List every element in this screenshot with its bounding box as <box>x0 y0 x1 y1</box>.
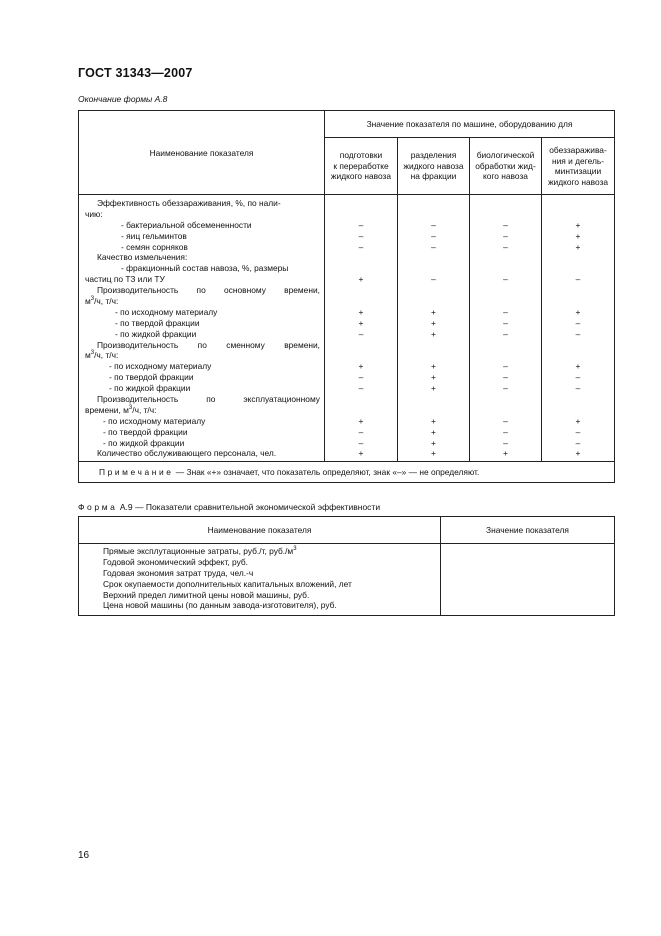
indicator-value: + <box>503 448 508 459</box>
header-column-line: жидкого навоза <box>330 171 392 182</box>
header-column-line: минтизации <box>554 166 602 176</box>
indicator-label-tail: /ч, т/ч: <box>94 350 119 361</box>
indicator-value: + <box>575 448 581 459</box>
table1-caption: Окончание формы А.8 <box>78 94 168 104</box>
indicator-row-label <box>79 198 324 209</box>
indicator-label-text: м <box>85 296 91 307</box>
header-column-1 <box>398 138 470 195</box>
indicator-label-text: частиц по ТЗ или ТУ <box>85 274 165 285</box>
indicator-value: – <box>503 361 508 372</box>
indicator-value: + <box>431 306 436 317</box>
indicator-value: – <box>431 219 436 230</box>
indicator-value <box>542 350 614 361</box>
indicator-label-text: времени, м <box>85 404 129 415</box>
indicator-value: + <box>431 383 436 394</box>
t2-label-text: Цена новой машины (по данным завода-изготовителя), руб. <box>103 600 337 611</box>
indicator-row-label <box>79 274 324 285</box>
header-column-line: биологической <box>476 150 535 161</box>
indicator-value: – <box>503 230 508 241</box>
indicator-value: + <box>358 274 364 285</box>
t2-row-value <box>441 579 614 590</box>
t2-label-text: Срок окупаемости дополнительных капитальных вложений, лет <box>103 578 352 589</box>
indicator-value <box>470 198 541 209</box>
indicator-value <box>398 350 469 361</box>
indicator-value <box>470 252 541 263</box>
indicator-value: + <box>431 328 436 339</box>
t2-label-text: Верхний предел лимитной цены новой машины, руб. <box>103 589 310 600</box>
indicator-row-label <box>79 307 324 318</box>
superscript: 3 <box>90 296 95 303</box>
table-note <box>79 462 615 483</box>
indicator-value <box>470 340 541 351</box>
indicator-value <box>470 405 541 416</box>
indicator-value: – <box>503 383 508 394</box>
indicator-value <box>398 198 469 209</box>
indicator-label-text: - яиц гельминтов <box>121 230 187 241</box>
indicator-value <box>325 350 397 361</box>
indicator-row-label <box>79 350 324 361</box>
indicator-value: + <box>575 230 581 241</box>
superscript: 3 <box>128 405 133 412</box>
indicator-value <box>470 263 541 274</box>
indicator-value <box>470 394 541 405</box>
indicator-row-label <box>79 242 324 253</box>
indicator-label-text: - фракционный состав навоза, %, размеры <box>121 263 289 274</box>
indicator-value: – <box>575 328 581 339</box>
indicator-value <box>542 340 614 351</box>
header-column-line: обеззаражива- <box>549 145 607 155</box>
indicator-value <box>398 263 469 274</box>
indicator-label-tail: /ч, т/ч: <box>94 296 119 307</box>
indicator-row-label <box>79 296 324 307</box>
indicator-value: + <box>431 437 436 448</box>
indicator-row-label <box>79 252 324 263</box>
indicator-label-text: м <box>85 350 91 361</box>
header-column-line: обработки жид- <box>475 160 536 171</box>
t2-row-label <box>103 600 440 611</box>
indicator-value <box>325 252 397 263</box>
indicator-label-text: - по твердой фракции <box>109 372 194 383</box>
indicator-value: – <box>575 317 581 328</box>
indicator-row-label <box>79 318 324 329</box>
header-column-line: жидкого навоза <box>547 176 609 187</box>
indicator-row-label <box>79 263 324 274</box>
indicator-row-label <box>79 220 324 231</box>
page-number: 16 <box>78 850 90 861</box>
indicator-value: + <box>431 415 436 426</box>
indicator-value <box>398 405 469 416</box>
indicator-value: – <box>358 219 364 230</box>
note-prefix: Примечание <box>99 467 174 478</box>
indicator-value: + <box>358 317 364 328</box>
indicator-row-label <box>79 372 324 383</box>
indicator-value: – <box>503 274 508 285</box>
indicator-value <box>470 296 541 307</box>
table2-caption-text: А.9 — Показатели сравнительной экономической эффективности <box>117 502 381 512</box>
indicator-label-text: Эффективность обеззараживания, %, по нали- <box>97 198 281 208</box>
indicator-value: – <box>503 241 508 252</box>
table2-caption <box>78 502 380 512</box>
value-column-2 <box>470 195 542 462</box>
t2-value-list <box>441 544 614 615</box>
indicator-row-label: Производительность по эксплуатационному <box>97 394 320 405</box>
indicator-value: + <box>358 448 364 459</box>
indicator-value <box>542 263 614 274</box>
indicator-value: – <box>358 372 364 383</box>
indicator-value: – <box>575 372 581 383</box>
t2-row-value <box>441 590 614 601</box>
indicator-label-text: - бактериальной обсемененности <box>121 219 252 230</box>
indicator-value <box>542 394 614 405</box>
t2-row-label <box>103 579 440 590</box>
indicator-value: + <box>431 426 436 437</box>
indicator-value: – <box>358 426 364 437</box>
indicator-value <box>325 394 397 405</box>
indicator-row-label <box>79 448 324 459</box>
t2-label-list <box>79 544 440 615</box>
indicator-value: + <box>431 448 436 459</box>
indicator-value <box>542 285 614 296</box>
indicator-value <box>470 350 541 361</box>
indicator-label-text: - по жидкой фракции <box>103 437 185 448</box>
indicator-value: – <box>503 317 508 328</box>
indicator-value: + <box>431 372 436 383</box>
superscript: 3 <box>293 546 297 553</box>
indicator-value: – <box>503 372 508 383</box>
indicator-value: – <box>575 426 581 437</box>
t2-header-value: Значение показателя <box>441 517 615 544</box>
indicator-value: + <box>358 361 364 372</box>
indicator-value: + <box>575 361 581 372</box>
indicator-row-label <box>79 427 324 438</box>
header-value-group: Значение показателя по машине, оборудованию для <box>325 111 615 138</box>
value-column-1 <box>398 195 470 462</box>
indicator-value <box>542 252 614 263</box>
header-column-2 <box>470 138 542 195</box>
value-column-0 <box>325 195 398 462</box>
indicator-value <box>542 405 614 416</box>
indicator-row-label <box>79 405 324 416</box>
indicator-label-text: - по твердой фракции <box>103 426 188 437</box>
indicator-label-text: Качество измельчения: <box>97 252 188 263</box>
indicator-row-label <box>79 231 324 242</box>
indicator-value <box>325 296 397 307</box>
header-column-line: к переработке <box>333 160 389 171</box>
indicator-value <box>325 340 397 351</box>
indicator-value <box>325 285 397 296</box>
indicator-value: + <box>431 361 436 372</box>
indicator-value: – <box>358 230 364 241</box>
t2-row-value <box>441 568 614 579</box>
indicator-value: + <box>575 415 581 426</box>
t2-row-label <box>103 568 440 579</box>
indicator-value <box>398 394 469 405</box>
indicator-value: + <box>431 317 436 328</box>
header-column-3 <box>542 138 615 195</box>
t2-row-label <box>103 590 440 601</box>
indicator-value: – <box>503 306 508 317</box>
indicator-value <box>398 252 469 263</box>
indicator-value <box>325 198 397 209</box>
indicator-row-label: Производительность по основному времени, <box>97 285 320 296</box>
indicator-value: – <box>503 437 508 448</box>
indicator-value <box>398 209 469 220</box>
indicator-label-text: - по жидкой фракции <box>115 328 197 339</box>
indicator-label-text: - по исходному материалу <box>109 361 212 372</box>
indicator-row-label: Производительность по сменному времени, <box>97 339 320 350</box>
t2-row-value <box>441 546 614 557</box>
indicator-value: + <box>575 306 581 317</box>
indicator-label-text: Количество обслуживающего персонала, чел. <box>97 448 277 459</box>
indicator-value <box>398 296 469 307</box>
indicator-value: + <box>358 306 364 317</box>
indicator-value: + <box>575 219 581 230</box>
indicator-label-text: - семян сорняков <box>121 241 188 252</box>
t2-label-text: Прямые эксплутационные затраты, руб./т, руб./м <box>103 546 294 556</box>
indicator-value: – <box>503 415 508 426</box>
indicator-value <box>398 285 469 296</box>
indicator-value <box>470 285 541 296</box>
indicator-value: – <box>575 437 581 448</box>
indicator-row-label <box>79 438 324 449</box>
indicator-label-text: чию: <box>85 208 103 219</box>
indicator-value: – <box>575 383 581 394</box>
t2-label-text: Годовая экономия затрат труда, чел.-ч <box>103 567 254 578</box>
document-title: ГОСТ 31343—2007 <box>78 66 193 80</box>
economic-efficiency-table <box>78 516 615 616</box>
indicator-value <box>542 296 614 307</box>
note-text: — Знак «+» означает, что показатель определяют, знак «–» — не определяют. <box>173 467 480 478</box>
indicator-value: – <box>503 219 508 230</box>
indicator-value <box>398 340 469 351</box>
t2-header-indicator: Наименование показателя <box>79 517 441 544</box>
indicator-value: + <box>575 241 581 252</box>
indicators-table <box>78 110 615 483</box>
header-column-line: кого навоза <box>483 171 528 182</box>
indicator-value <box>325 209 397 220</box>
indicator-label-text: - по жидкой фракции <box>109 383 191 394</box>
indicator-row-label <box>79 383 324 394</box>
indicator-value <box>470 209 541 220</box>
header-column-line: на фракции <box>410 171 457 182</box>
indicator-value: – <box>431 274 436 285</box>
indicator-label-text: - по твердой фракции <box>115 317 200 328</box>
t2-row-label <box>103 557 440 568</box>
superscript: 3 <box>90 350 95 357</box>
header-column-line: подготовки <box>339 150 383 161</box>
indicator-value: – <box>431 241 436 252</box>
indicator-row-label <box>79 361 324 372</box>
indicator-value <box>325 405 397 416</box>
indicator-row-label <box>79 416 324 427</box>
t2-row-label <box>103 546 440 557</box>
indicator-value: – <box>431 230 436 241</box>
header-column-line: ния и дегель- <box>552 155 605 166</box>
indicator-value: – <box>358 328 364 339</box>
indicator-value <box>542 209 614 220</box>
indicator-row-label <box>79 209 324 220</box>
indicator-name-column <box>79 195 325 462</box>
indicator-label-text: - по исходному материалу <box>115 306 218 317</box>
indicator-value <box>325 263 397 274</box>
indicator-label-tail: /ч, т/ч: <box>132 404 157 415</box>
table2-caption-prefix: Форма <box>78 502 118 512</box>
indicator-value <box>542 198 614 209</box>
indicator-row-label <box>79 329 324 340</box>
indicator-value: + <box>358 415 364 426</box>
indicator-value: – <box>358 241 364 252</box>
indicator-value: – <box>503 328 508 339</box>
indicator-label-text: - по исходному материалу <box>103 415 206 426</box>
t2-label-text: Годовой экономический эффект, руб. <box>103 556 248 567</box>
indicator-value: – <box>503 426 508 437</box>
header-column-line: жидкого навоза <box>403 160 464 171</box>
value-column-3 <box>542 195 615 462</box>
indicator-value: – <box>358 383 364 394</box>
indicator-value: – <box>358 437 364 448</box>
header-indicator-name: Наименование показателя <box>79 111 325 195</box>
t2-row-value <box>441 557 614 568</box>
header-column-line: разделения <box>410 150 457 161</box>
t2-row-value <box>441 600 614 611</box>
header-column-0 <box>325 138 398 195</box>
indicator-value: – <box>575 274 581 285</box>
